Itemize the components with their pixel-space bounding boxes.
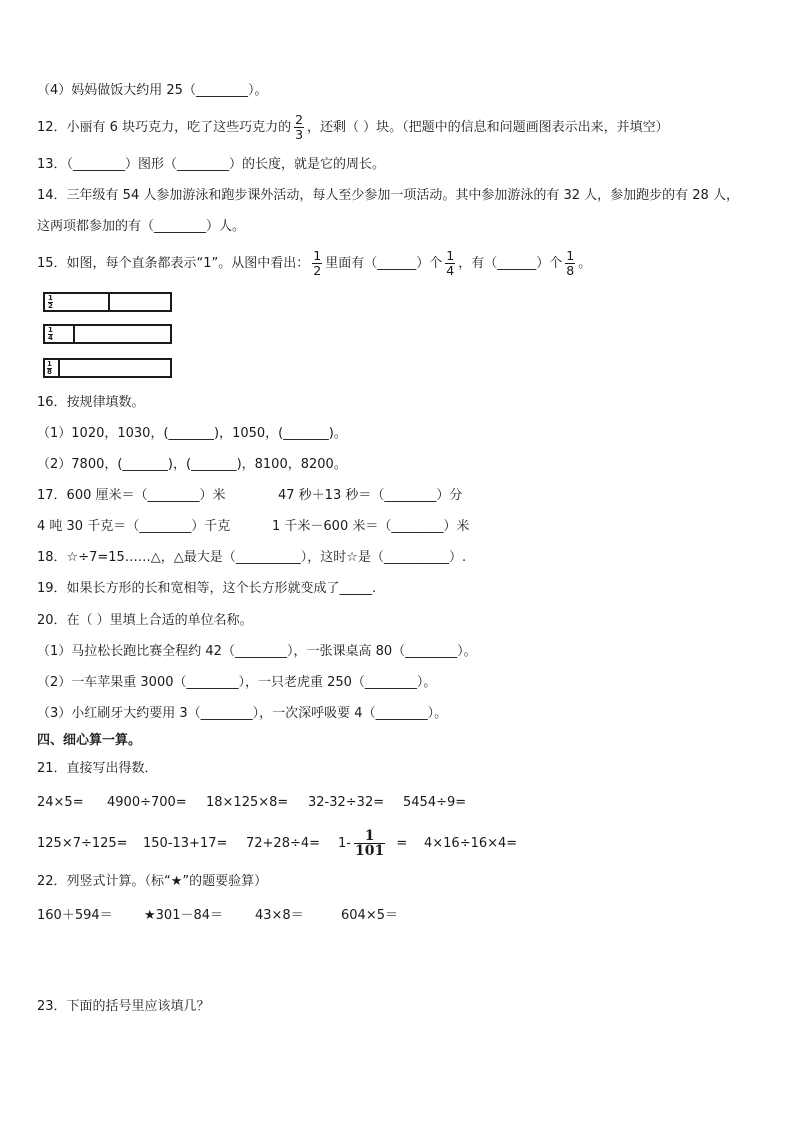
question-17-a: 17．600 厘米＝（________）米: [37, 488, 226, 503]
calc-item: 72+28÷4=: [246, 836, 321, 851]
calc-fraction-prefix: 1-: [338, 836, 351, 851]
vertical-calc-item: 604×5＝: [341, 908, 398, 923]
calc-item: 4900÷700=: [107, 795, 187, 810]
calc-item: 125×7÷125=: [37, 836, 128, 851]
fraction-numerator: 1: [313, 248, 322, 263]
fraction-bar-quarter: [43, 324, 172, 344]
question-20-part1: （1）马拉松长跑比赛全程约 42（________），一张课桌高 80（________）。: [37, 644, 477, 659]
calc-item: 18×125×8=: [206, 795, 289, 810]
fraction-numerator: 1: [354, 829, 385, 844]
fraction-numerator: 1: [566, 248, 575, 263]
question-17-b: 47 秒＋13 秒＝（________）分: [278, 488, 463, 503]
question-16-title: 16．按规律填数。: [37, 395, 145, 410]
fraction-denominator: 3: [295, 127, 304, 142]
calc-item: 4×16÷16×4=: [424, 836, 518, 851]
q15-mid1: 里面有（______）个: [325, 256, 443, 271]
fraction-one-half: [312, 249, 322, 278]
question-20-part3: （3）小红刷牙大约要用 3（________），一次深呼吸要 4（________）。: [37, 706, 448, 721]
calc-item: 24×5=: [37, 795, 84, 810]
q15-suffix: 。: [578, 256, 592, 271]
question-15: [37, 246, 591, 282]
fraction-one-eighth: [565, 249, 575, 278]
question-22-title: 22．列竖式计算。（标“★”的题要验算）: [37, 874, 268, 889]
question-14-line1: 14．三年级有 54 人参加游泳和跑步课外活动，每人至少参加一项活动。其中参加游泳的有 32 人，参加跑步的有 28 人，: [37, 188, 739, 203]
fraction-one-quarter: [445, 249, 455, 278]
bar-label: 1 8: [47, 360, 52, 376]
q12-suffix: ，还剩（ ）块。（把题中的信息和问题画图表示出来，并填空）: [307, 120, 669, 135]
question-16-part2: （2）7800，(_______)，(_______)，8100，8200。: [37, 457, 347, 472]
fraction-one-over-101: [354, 829, 385, 858]
q11-part4: （4）妈妈做饭大约用 25（________）。: [37, 83, 268, 98]
question-12: [37, 110, 669, 146]
calc-fraction-item: [338, 826, 407, 862]
calc-item: 5454÷9=: [403, 795, 467, 810]
fraction-denominator: 4: [446, 263, 455, 278]
fraction-bar-eighth: [43, 358, 172, 378]
question-20-title: 20．在（ ）里填上合适的单位名称。: [37, 613, 253, 628]
calc-item: 32-32÷32=: [308, 795, 385, 810]
question-17-d: 1 千米－600 米＝（________）米: [272, 519, 470, 534]
question-20-part2: （2）一车苹果重 3000（________），一只老虎重 250（________）。: [37, 675, 437, 690]
question-21-title: 21．直接写出得数．: [37, 761, 158, 776]
fraction-two-thirds: [294, 113, 304, 142]
fraction-denominator: 8: [566, 263, 575, 278]
bar-label: 1 2: [48, 294, 53, 310]
q15-mid2: ，有（______）个: [458, 256, 563, 271]
calc-equals: =: [396, 836, 408, 851]
question-17-c: 4 吨 30 千克＝（________）千克: [37, 519, 231, 534]
calc-item: 150-13+17=: [143, 836, 228, 851]
fraction-denominator: 2: [313, 263, 322, 278]
q12-prefix: 12．小丽有 6 块巧克力，吃了这些巧克力的: [37, 120, 292, 135]
question-19: 19．如果长方形的长和宽相等，这个长方形就变成了_____.: [37, 581, 377, 596]
bar-label: 1 4: [48, 326, 53, 342]
question-16-part1: （1）1020，1030，(_______)，1050，(_______)。: [37, 426, 347, 441]
bar-segment: [45, 294, 110, 310]
question-18: 18．☆÷7=15……△，△最大是（__________），这时☆是（__________）.: [37, 550, 467, 565]
vertical-calc-item: ★301－84＝: [144, 908, 224, 923]
question-14-line2: 这两项都参加的有（________）人。: [37, 219, 246, 234]
section-4-heading: 四、细心算一算。: [37, 733, 142, 748]
q15-prefix: 15．如图，每个直条都表示“1”。从图中看出：: [37, 256, 310, 271]
vertical-calc-item: 160＋594＝: [37, 908, 113, 923]
question-23-title: 23．下面的括号里应该填几？: [37, 999, 210, 1014]
vertical-calc-item: 43×8＝: [255, 908, 304, 923]
fraction-bar-half: [43, 292, 172, 312]
fraction-denominator: 101: [354, 843, 385, 859]
fraction-numerator: 2: [295, 112, 304, 127]
question-13: 13．（________）图形（________）的长度，就是它的周长。: [37, 157, 386, 172]
fraction-numerator: 1: [446, 248, 455, 263]
